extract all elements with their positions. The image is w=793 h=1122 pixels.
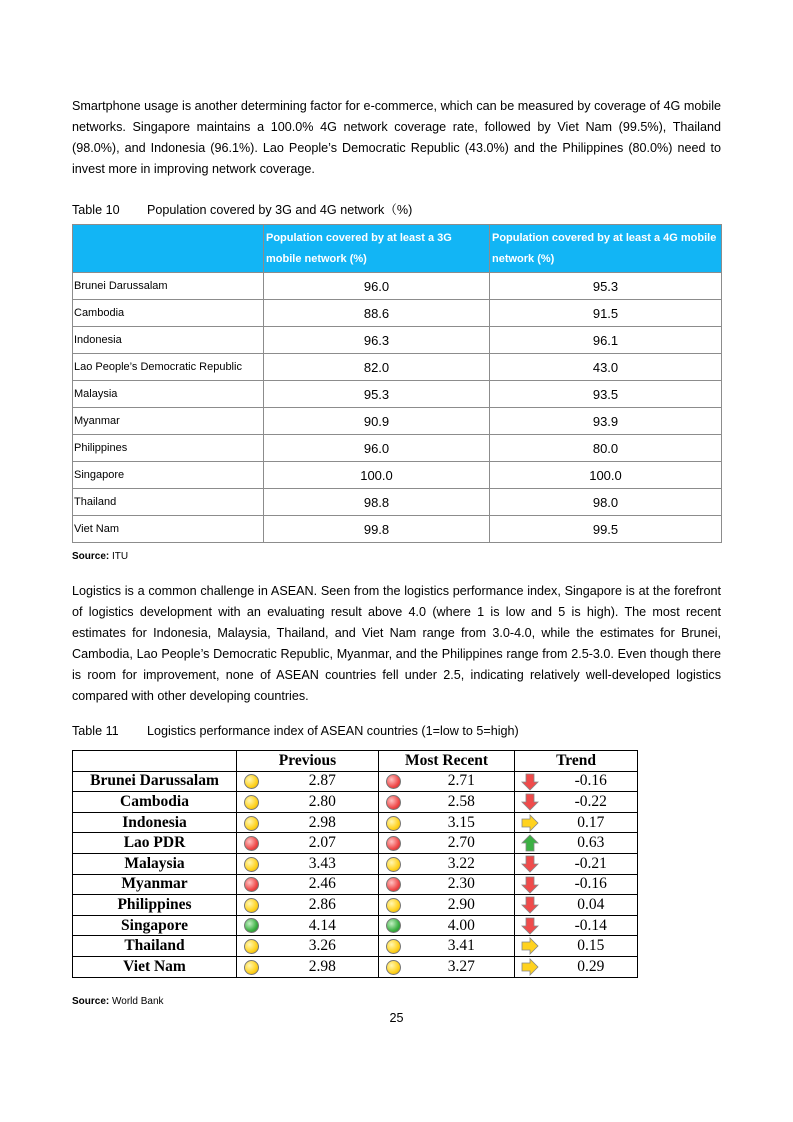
trend-icon-cell (515, 853, 545, 874)
red-down-arrow-icon (521, 876, 539, 894)
trend-icon-cell (515, 895, 545, 916)
previous-icon-cell (237, 936, 267, 957)
recent-value-cell: 4.00 (409, 915, 515, 936)
previous-value-cell: 4.14 (267, 915, 379, 936)
country-cell: Indonesia (73, 327, 264, 354)
coverage-4g-cell: 91.5 (490, 300, 722, 327)
recent-icon-cell (379, 771, 409, 792)
coverage-4g-cell: 93.9 (490, 408, 722, 435)
coverage-3g-cell: 82.0 (264, 354, 490, 381)
yellow-circle-icon (244, 774, 259, 789)
trend-value-cell: 0.15 (545, 936, 638, 957)
previous-value-cell: 2.98 (267, 956, 379, 977)
table-row (73, 489, 722, 516)
yellow-right-arrow-icon (521, 958, 539, 976)
trend-value-cell: 0.17 (545, 812, 638, 833)
yellow-circle-icon (244, 816, 259, 831)
recent-value-cell: 3.41 (409, 936, 515, 957)
coverage-4g-cell: 98.0 (490, 489, 722, 516)
table-row (73, 273, 722, 300)
table-row (73, 771, 638, 792)
trend-value-cell: -0.22 (545, 792, 638, 813)
previous-icon-cell (237, 895, 267, 916)
coverage-4g-cell: 96.1 (490, 327, 722, 354)
trend-icon-cell (515, 771, 545, 792)
recent-value-cell: 3.15 (409, 812, 515, 833)
recent-icon-cell (379, 792, 409, 813)
coverage-3g-cell: 95.3 (264, 381, 490, 408)
table10-caption (72, 199, 412, 218)
trend-value-cell: -0.16 (545, 874, 638, 895)
trend-icon-cell (515, 833, 545, 854)
recent-icon-cell (379, 956, 409, 977)
coverage-3g-cell: 99.8 (264, 516, 490, 543)
source-value: ITU (109, 551, 129, 562)
country-cell: Cambodia (73, 792, 237, 813)
page-number: 25 (389, 1011, 404, 1025)
previous-value-cell: 3.26 (267, 936, 379, 957)
previous-icon-cell (237, 853, 267, 874)
coverage-3g-cell: 98.8 (264, 489, 490, 516)
recent-icon-cell (379, 936, 409, 957)
header-previous: Previous (237, 751, 379, 772)
yellow-circle-icon (244, 795, 259, 810)
country-cell: Viet Nam (73, 956, 237, 977)
recent-icon-cell (379, 833, 409, 854)
header-blank-cell (73, 225, 264, 273)
recent-icon-cell (379, 853, 409, 874)
table-row (73, 915, 638, 936)
yellow-circle-icon (244, 939, 259, 954)
recent-icon-cell (379, 915, 409, 936)
logistics-index-table (72, 750, 638, 978)
previous-icon-cell (237, 812, 267, 833)
country-cell: Lao PDR (73, 833, 237, 854)
red-circle-icon (386, 795, 401, 810)
table-row (73, 300, 722, 327)
recent-value-cell: 3.22 (409, 853, 515, 874)
table-row (73, 833, 638, 854)
trend-icon-cell (515, 956, 545, 977)
coverage-3g-cell: 90.9 (264, 408, 490, 435)
coverage-4g-cell: 93.5 (490, 381, 722, 408)
table11-caption (72, 724, 519, 738)
yellow-circle-icon (244, 960, 259, 975)
trend-icon-cell (515, 915, 545, 936)
trend-icon-cell (515, 936, 545, 957)
red-down-arrow-icon (521, 773, 539, 791)
trend-value-cell: -0.14 (545, 915, 638, 936)
table-row (73, 516, 722, 543)
trend-value-cell: 0.04 (545, 895, 638, 916)
source-label: Source: (72, 996, 110, 1007)
coverage-3g-cell: 88.6 (264, 300, 490, 327)
yellow-circle-icon (386, 898, 401, 913)
coverage-4g-cell: 95.3 (490, 273, 722, 300)
country-cell: Malaysia (73, 381, 264, 408)
country-cell: Indonesia (73, 812, 237, 833)
table11-number: Table 11 (72, 724, 119, 738)
recent-value-cell: 2.58 (409, 792, 515, 813)
trend-value-cell: -0.21 (545, 853, 638, 874)
country-cell: Singapore (73, 462, 264, 489)
trend-icon-cell (515, 812, 545, 833)
table-row (73, 408, 722, 435)
red-down-arrow-icon (521, 896, 539, 914)
coverage-4g-cell: 100.0 (490, 462, 722, 489)
red-circle-icon (386, 774, 401, 789)
table-row (73, 462, 722, 489)
country-cell: Myanmar (73, 408, 264, 435)
coverage-4g-cell: 99.5 (490, 516, 722, 543)
recent-icon-cell (379, 812, 409, 833)
previous-value-cell: 3.43 (267, 853, 379, 874)
coverage-3g-cell: 96.3 (264, 327, 490, 354)
red-down-arrow-icon (521, 917, 539, 935)
country-cell: Singapore (73, 915, 237, 936)
header-3g: Population covered by at least a 3G mobile network (%) (264, 225, 490, 273)
yellow-circle-icon (244, 857, 259, 872)
red-down-arrow-icon (521, 855, 539, 873)
yellow-right-arrow-icon (521, 937, 539, 955)
country-cell: Viet Nam (73, 516, 264, 543)
previous-value-cell: 2.86 (267, 895, 379, 916)
country-cell: Brunei Darussalam (73, 771, 237, 792)
table-row (73, 956, 638, 977)
table-row (73, 435, 722, 462)
red-circle-icon (244, 836, 259, 851)
country-cell: Philippines (73, 895, 237, 916)
coverage-3g-cell: 96.0 (264, 273, 490, 300)
previous-value-cell: 2.07 (267, 833, 379, 854)
red-circle-icon (386, 877, 401, 892)
yellow-circle-icon (386, 857, 401, 872)
previous-value-cell: 2.46 (267, 874, 379, 895)
table10-number: Table 10 (72, 203, 120, 217)
previous-value-cell: 2.98 (267, 812, 379, 833)
green-up-arrow-icon (521, 834, 539, 852)
previous-icon-cell (237, 874, 267, 895)
intro-paragraph: Smartphone usage is another determining factor for e-commerce, which can be measured by coverage of 4G mobile networks. Singapore maintains a 100.0% 4G network coverage rate, followed by Viet Nam (99.5%), Thailand (98.0%), and Indonesia (96.1%). Lao People’s Democratic Republic (43.0%) and the Philippines (80.0%) need to invest more in improving network coverage. (72, 99, 721, 176)
recent-icon-cell (379, 874, 409, 895)
previous-icon-cell (237, 771, 267, 792)
green-circle-icon (244, 918, 259, 933)
table-row (73, 327, 722, 354)
country-cell: Cambodia (73, 300, 264, 327)
header-trend: Trend (515, 751, 638, 772)
source-label: Source: (72, 551, 110, 562)
previous-icon-cell (237, 833, 267, 854)
source-value: World Bank (109, 996, 164, 1007)
previous-value-cell: 2.87 (267, 771, 379, 792)
table11-source (72, 996, 164, 1007)
trend-icon-cell (515, 792, 545, 813)
recent-value-cell: 3.27 (409, 956, 515, 977)
table-row (73, 895, 638, 916)
table-row (73, 874, 638, 895)
table-header-row (73, 225, 722, 273)
yellow-circle-icon (386, 939, 401, 954)
yellow-circle-icon (244, 898, 259, 913)
header-most-recent: Most Recent (379, 751, 515, 772)
recent-value-cell: 2.90 (409, 895, 515, 916)
country-cell: Brunei Darussalam (73, 273, 264, 300)
country-cell: Philippines (73, 435, 264, 462)
network-coverage-table (72, 224, 722, 543)
table-row (73, 792, 638, 813)
trend-value-cell: -0.16 (545, 771, 638, 792)
red-circle-icon (386, 836, 401, 851)
yellow-circle-icon (386, 960, 401, 975)
logistics-paragraph: Logistics is a common challenge in ASEAN. Seen from the logistics performance index, Singapore is at the forefront of logistics development with an evaluating result above 4.0 (where 1 is low and 5 is high). The most recent estimates for Indonesia, Malaysia, Thailand, and Viet Nam range from 3.0-4.0, while the estimates for Brunei, Cambodia, Lao People’s Democratic Republic, Myanmar, and the Philippines range from 2.5-3.0. Even though there is room for improvement, none of ASEAN countries fell under 2.5, indicating relatively well-developed logistics compared with other developing countries. (72, 584, 721, 703)
country-cell: Lao People’s Democratic Republic (73, 354, 264, 381)
recent-value-cell: 2.71 (409, 771, 515, 792)
yellow-right-arrow-icon (521, 814, 539, 832)
header-blank-cell (73, 751, 237, 772)
table-header-row (73, 751, 638, 772)
trend-value-cell: 0.29 (545, 956, 638, 977)
green-circle-icon (386, 918, 401, 933)
previous-icon-cell (237, 956, 267, 977)
country-cell: Thailand (73, 489, 264, 516)
table-row (73, 812, 638, 833)
header-4g: Population covered by at least a 4G mobile network (%) (490, 225, 722, 273)
table-row (73, 381, 722, 408)
red-down-arrow-icon (521, 793, 539, 811)
country-cell: Malaysia (73, 853, 237, 874)
recent-icon-cell (379, 895, 409, 916)
coverage-3g-cell: 96.0 (264, 435, 490, 462)
previous-icon-cell (237, 792, 267, 813)
recent-value-cell: 2.70 (409, 833, 515, 854)
country-cell: Myanmar (73, 874, 237, 895)
coverage-4g-cell: 43.0 (490, 354, 722, 381)
table11-title: Logistics performance index of ASEAN countries (1=low to 5=high) (147, 724, 519, 738)
red-circle-icon (244, 877, 259, 892)
trend-icon-cell (515, 874, 545, 895)
recent-value-cell: 2.30 (409, 874, 515, 895)
table-row (73, 354, 722, 381)
coverage-3g-cell: 100.0 (264, 462, 490, 489)
table10-title: Population covered by 3G and 4G network（%) (147, 203, 413, 217)
country-cell: Thailand (73, 936, 237, 957)
coverage-4g-cell: 80.0 (490, 435, 722, 462)
trend-value-cell: 0.63 (545, 833, 638, 854)
table-row (73, 853, 638, 874)
previous-icon-cell (237, 915, 267, 936)
previous-value-cell: 2.80 (267, 792, 379, 813)
table-row (73, 936, 638, 957)
yellow-circle-icon (386, 816, 401, 831)
table10-source (72, 551, 128, 562)
